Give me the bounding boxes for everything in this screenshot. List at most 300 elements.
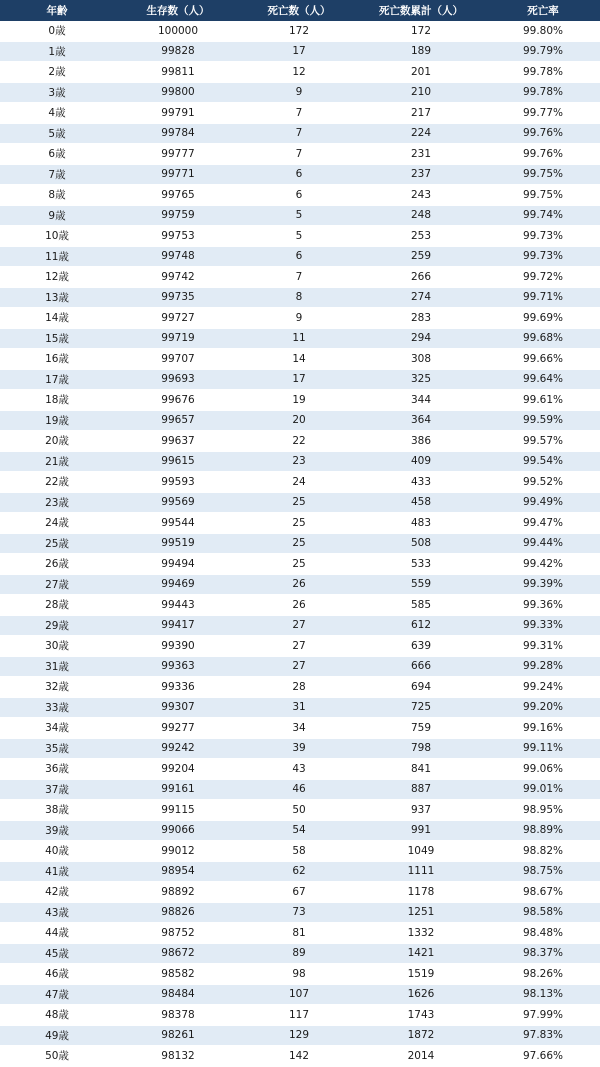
age-cell: 28歳 [0, 595, 114, 616]
survivors-cell: 99544 [114, 513, 242, 534]
cumulative-deaths-cell: 559 [356, 574, 486, 595]
age-cell: 1歳 [0, 41, 114, 62]
survivors-cell: 99777 [114, 144, 242, 165]
table-row [0, 123, 600, 144]
table-row [0, 533, 600, 554]
age-cell: 37歳 [0, 779, 114, 800]
age-cell: 49歳 [0, 1025, 114, 1046]
age-cell: 45歳 [0, 943, 114, 964]
rate-cell: 99.73% [486, 246, 600, 267]
cumulative-deaths-cell: 1872 [356, 1025, 486, 1046]
age-cell: 32歳 [0, 677, 114, 698]
survivors-cell: 99693 [114, 369, 242, 390]
cumulative-deaths-cell: 253 [356, 226, 486, 247]
table-row [0, 103, 600, 124]
table-row [0, 472, 600, 493]
table-row [0, 144, 600, 165]
age-cell: 18歳 [0, 390, 114, 411]
deaths-cell: 19 [242, 390, 356, 411]
cumulative-deaths-cell: 294 [356, 328, 486, 349]
rate-cell: 98.67% [486, 882, 600, 903]
deaths-cell: 6 [242, 164, 356, 185]
table-row [0, 677, 600, 698]
table-row [0, 226, 600, 247]
survivors-cell: 99771 [114, 164, 242, 185]
cumulative-deaths-cell: 694 [356, 677, 486, 698]
age-cell: 48歳 [0, 1005, 114, 1026]
table-row [0, 21, 600, 41]
header-row [0, 0, 600, 21]
age-cell: 8歳 [0, 185, 114, 206]
deaths-cell: 25 [242, 513, 356, 534]
rate-cell: 99.75% [486, 164, 600, 185]
cumulative-deaths-cell: 841 [356, 759, 486, 780]
table-row [0, 841, 600, 862]
deaths-cell: 39 [242, 738, 356, 759]
deaths-cell: 129 [242, 1025, 356, 1046]
deaths-cell: 12 [242, 62, 356, 83]
rate-cell: 99.64% [486, 369, 600, 390]
survivors-cell: 99748 [114, 246, 242, 267]
deaths-cell: 17 [242, 369, 356, 390]
cumulative-deaths-cell: 344 [356, 390, 486, 411]
age-cell: 11歳 [0, 246, 114, 267]
age-cell: 10歳 [0, 226, 114, 247]
table-row [0, 943, 600, 964]
deaths-cell: 22 [242, 431, 356, 452]
rate-cell: 97.83% [486, 1025, 600, 1046]
age-cell: 34歳 [0, 718, 114, 739]
survivors-cell: 98582 [114, 964, 242, 985]
rate-cell: 99.42% [486, 554, 600, 575]
age-cell: 24歳 [0, 513, 114, 534]
age-cell: 44歳 [0, 923, 114, 944]
rate-cell: 98.48% [486, 923, 600, 944]
cumulative-deaths-cell: 386 [356, 431, 486, 452]
rate-cell: 99.59% [486, 410, 600, 431]
survivors-cell: 99800 [114, 82, 242, 103]
deaths-cell: 25 [242, 533, 356, 554]
deaths-cell: 7 [242, 267, 356, 288]
deaths-cell: 14 [242, 349, 356, 370]
age-cell: 0歳 [0, 21, 114, 41]
rate-cell: 99.52% [486, 472, 600, 493]
deaths-cell: 98 [242, 964, 356, 985]
cumulative-deaths-cell: 1332 [356, 923, 486, 944]
deaths-cell: 7 [242, 103, 356, 124]
cumulative-deaths-cell: 259 [356, 246, 486, 267]
cumulative-deaths-cell: 237 [356, 164, 486, 185]
age-cell: 47歳 [0, 984, 114, 1005]
table-row [0, 1025, 600, 1046]
table-row [0, 615, 600, 636]
cumulative-deaths-cell: 533 [356, 554, 486, 575]
table-row [0, 882, 600, 903]
rate-cell: 99.11% [486, 738, 600, 759]
deaths-cell: 172 [242, 21, 356, 41]
survivors-cell: 99066 [114, 820, 242, 841]
age-cell: 36歳 [0, 759, 114, 780]
deaths-cell: 107 [242, 984, 356, 1005]
table-row [0, 923, 600, 944]
deaths-cell: 23 [242, 451, 356, 472]
table-row [0, 431, 600, 452]
header-age: 年齢 [0, 0, 114, 21]
deaths-cell: 9 [242, 308, 356, 329]
survivors-cell: 99791 [114, 103, 242, 124]
age-cell: 31歳 [0, 656, 114, 677]
table-row [0, 779, 600, 800]
deaths-cell: 58 [242, 841, 356, 862]
survivors-cell: 99012 [114, 841, 242, 862]
deaths-cell: 24 [242, 472, 356, 493]
rate-cell: 99.06% [486, 759, 600, 780]
deaths-cell: 46 [242, 779, 356, 800]
age-cell: 19歳 [0, 410, 114, 431]
survivors-cell: 98672 [114, 943, 242, 964]
cumulative-deaths-cell: 1049 [356, 841, 486, 862]
table-row [0, 62, 600, 83]
cumulative-deaths-cell: 210 [356, 82, 486, 103]
table-row [0, 656, 600, 677]
cumulative-deaths-cell: 483 [356, 513, 486, 534]
survivors-cell: 99519 [114, 533, 242, 554]
cumulative-deaths-cell: 308 [356, 349, 486, 370]
survivors-cell: 99494 [114, 554, 242, 575]
deaths-cell: 73 [242, 902, 356, 923]
survivors-cell: 99742 [114, 267, 242, 288]
header-cumulative-deaths: 死亡数累計（人） [356, 0, 486, 21]
cumulative-deaths-cell: 2014 [356, 1046, 486, 1067]
table-row [0, 513, 600, 534]
cumulative-deaths-cell: 798 [356, 738, 486, 759]
rate-cell: 98.26% [486, 964, 600, 985]
cumulative-deaths-cell: 364 [356, 410, 486, 431]
survivors-cell: 99390 [114, 636, 242, 657]
age-cell: 38歳 [0, 800, 114, 821]
table-row [0, 964, 600, 985]
rate-cell: 99.80% [486, 21, 600, 41]
survivors-cell: 99727 [114, 308, 242, 329]
rate-cell: 99.75% [486, 185, 600, 206]
rate-cell: 99.72% [486, 267, 600, 288]
cumulative-deaths-cell: 585 [356, 595, 486, 616]
cumulative-deaths-cell: 201 [356, 62, 486, 83]
deaths-cell: 67 [242, 882, 356, 903]
rate-cell: 99.71% [486, 287, 600, 308]
rate-cell: 98.37% [486, 943, 600, 964]
survivors-cell: 99759 [114, 205, 242, 226]
survivors-cell: 100000 [114, 21, 242, 41]
table-row [0, 1005, 600, 1026]
cumulative-deaths-cell: 231 [356, 144, 486, 165]
age-cell: 41歳 [0, 861, 114, 882]
rate-cell: 99.54% [486, 451, 600, 472]
age-cell: 25歳 [0, 533, 114, 554]
rate-cell: 99.47% [486, 513, 600, 534]
deaths-cell: 7 [242, 123, 356, 144]
deaths-cell: 27 [242, 656, 356, 677]
age-cell: 20歳 [0, 431, 114, 452]
survivors-cell: 99569 [114, 492, 242, 513]
cumulative-deaths-cell: 172 [356, 21, 486, 41]
rate-cell: 99.76% [486, 144, 600, 165]
cumulative-deaths-cell: 1421 [356, 943, 486, 964]
age-cell: 4歳 [0, 103, 114, 124]
cumulative-deaths-cell: 759 [356, 718, 486, 739]
rate-cell: 99.49% [486, 492, 600, 513]
table-row [0, 984, 600, 1005]
age-cell: 5歳 [0, 123, 114, 144]
table-row [0, 246, 600, 267]
survivors-cell: 98752 [114, 923, 242, 944]
age-cell: 40歳 [0, 841, 114, 862]
survivors-cell: 99115 [114, 800, 242, 821]
table-row [0, 636, 600, 657]
cumulative-deaths-cell: 639 [356, 636, 486, 657]
cumulative-deaths-cell: 433 [356, 472, 486, 493]
cumulative-deaths-cell: 1111 [356, 861, 486, 882]
age-cell: 35歳 [0, 738, 114, 759]
rate-cell: 99.20% [486, 697, 600, 718]
deaths-cell: 9 [242, 82, 356, 103]
cumulative-deaths-cell: 224 [356, 123, 486, 144]
survivors-cell: 99615 [114, 451, 242, 472]
deaths-cell: 62 [242, 861, 356, 882]
rate-cell: 98.95% [486, 800, 600, 821]
table-row [0, 554, 600, 575]
age-cell: 42歳 [0, 882, 114, 903]
deaths-cell: 5 [242, 226, 356, 247]
rate-cell: 99.66% [486, 349, 600, 370]
cumulative-deaths-cell: 1178 [356, 882, 486, 903]
survivors-cell: 99242 [114, 738, 242, 759]
age-cell: 3歳 [0, 82, 114, 103]
deaths-cell: 28 [242, 677, 356, 698]
deaths-cell: 89 [242, 943, 356, 964]
survivors-cell: 99637 [114, 431, 242, 452]
age-cell: 7歳 [0, 164, 114, 185]
deaths-cell: 27 [242, 636, 356, 657]
cumulative-deaths-cell: 666 [356, 656, 486, 677]
table-row [0, 738, 600, 759]
survivors-cell: 99707 [114, 349, 242, 370]
age-cell: 15歳 [0, 328, 114, 349]
age-cell: 22歳 [0, 472, 114, 493]
survivors-cell: 99719 [114, 328, 242, 349]
cumulative-deaths-cell: 217 [356, 103, 486, 124]
table-row [0, 328, 600, 349]
survivors-cell: 99417 [114, 615, 242, 636]
table-row [0, 185, 600, 206]
cumulative-deaths-cell: 1519 [356, 964, 486, 985]
rate-cell: 99.44% [486, 533, 600, 554]
survivors-cell: 99828 [114, 41, 242, 62]
survivors-cell: 99204 [114, 759, 242, 780]
deaths-cell: 25 [242, 492, 356, 513]
cumulative-deaths-cell: 1626 [356, 984, 486, 1005]
rate-cell: 99.39% [486, 574, 600, 595]
age-cell: 14歳 [0, 308, 114, 329]
survivors-cell: 98261 [114, 1025, 242, 1046]
rate-cell: 99.61% [486, 390, 600, 411]
rate-cell: 99.24% [486, 677, 600, 698]
rate-cell: 98.13% [486, 984, 600, 1005]
rate-cell: 99.78% [486, 82, 600, 103]
table-row [0, 349, 600, 370]
survivors-cell: 99161 [114, 779, 242, 800]
deaths-cell: 81 [242, 923, 356, 944]
deaths-cell: 7 [242, 144, 356, 165]
survivors-cell: 99811 [114, 62, 242, 83]
deaths-cell: 117 [242, 1005, 356, 1026]
table-row [0, 759, 600, 780]
table-row [0, 1046, 600, 1067]
cumulative-deaths-cell: 887 [356, 779, 486, 800]
table-header [0, 0, 600, 21]
deaths-cell: 5 [242, 205, 356, 226]
survivors-cell: 99784 [114, 123, 242, 144]
cumulative-deaths-cell: 274 [356, 287, 486, 308]
age-cell: 23歳 [0, 492, 114, 513]
table-row [0, 205, 600, 226]
age-cell: 12歳 [0, 267, 114, 288]
rate-cell: 98.89% [486, 820, 600, 841]
rate-cell: 99.73% [486, 226, 600, 247]
survivors-cell: 98378 [114, 1005, 242, 1026]
age-cell: 26歳 [0, 554, 114, 575]
cumulative-deaths-cell: 243 [356, 185, 486, 206]
age-cell: 2歳 [0, 62, 114, 83]
cumulative-deaths-cell: 283 [356, 308, 486, 329]
table-row [0, 595, 600, 616]
survivors-cell: 99753 [114, 226, 242, 247]
cumulative-deaths-cell: 937 [356, 800, 486, 821]
survivors-cell: 98826 [114, 902, 242, 923]
age-cell: 13歳 [0, 287, 114, 308]
cumulative-deaths-cell: 508 [356, 533, 486, 554]
rate-cell: 99.79% [486, 41, 600, 62]
table-row [0, 164, 600, 185]
deaths-cell: 6 [242, 246, 356, 267]
header-survivors: 生存数（人） [114, 0, 242, 21]
table-row [0, 41, 600, 62]
cumulative-deaths-cell: 1743 [356, 1005, 486, 1026]
cumulative-deaths-cell: 248 [356, 205, 486, 226]
cumulative-deaths-cell: 612 [356, 615, 486, 636]
survivors-cell: 99735 [114, 287, 242, 308]
cumulative-deaths-cell: 1251 [356, 902, 486, 923]
deaths-cell: 17 [242, 41, 356, 62]
rate-cell: 97.66% [486, 1046, 600, 1067]
rate-cell: 99.74% [486, 205, 600, 226]
cumulative-deaths-cell: 458 [356, 492, 486, 513]
table-row [0, 369, 600, 390]
age-cell: 9歳 [0, 205, 114, 226]
table-row [0, 820, 600, 841]
table-row [0, 861, 600, 882]
survivors-cell: 99307 [114, 697, 242, 718]
cumulative-deaths-cell: 325 [356, 369, 486, 390]
rate-cell: 99.77% [486, 103, 600, 124]
table-row [0, 451, 600, 472]
rate-cell: 99.57% [486, 431, 600, 452]
survivors-cell: 98954 [114, 861, 242, 882]
deaths-cell: 54 [242, 820, 356, 841]
survivors-cell: 99469 [114, 574, 242, 595]
cumulative-deaths-cell: 266 [356, 267, 486, 288]
deaths-cell: 8 [242, 287, 356, 308]
survivors-cell: 99363 [114, 656, 242, 677]
table-row [0, 800, 600, 821]
age-cell: 29歳 [0, 615, 114, 636]
header-deaths: 死亡数（人） [242, 0, 356, 21]
deaths-cell: 11 [242, 328, 356, 349]
rate-cell: 98.75% [486, 861, 600, 882]
rate-cell: 99.31% [486, 636, 600, 657]
survivors-cell: 99593 [114, 472, 242, 493]
age-cell: 50歳 [0, 1046, 114, 1067]
deaths-cell: 43 [242, 759, 356, 780]
deaths-cell: 26 [242, 595, 356, 616]
cumulative-deaths-cell: 991 [356, 820, 486, 841]
table-row [0, 267, 600, 288]
table-body [0, 21, 600, 1066]
survivors-cell: 99277 [114, 718, 242, 739]
rate-cell: 99.01% [486, 779, 600, 800]
rate-cell: 99.68% [486, 328, 600, 349]
rate-cell: 99.16% [486, 718, 600, 739]
survivors-cell: 98132 [114, 1046, 242, 1067]
table-row [0, 492, 600, 513]
deaths-cell: 142 [242, 1046, 356, 1067]
age-cell: 17歳 [0, 369, 114, 390]
deaths-cell: 27 [242, 615, 356, 636]
survivors-cell: 99657 [114, 410, 242, 431]
deaths-cell: 6 [242, 185, 356, 206]
cumulative-deaths-cell: 409 [356, 451, 486, 472]
deaths-cell: 26 [242, 574, 356, 595]
table-row [0, 410, 600, 431]
age-cell: 33歳 [0, 697, 114, 718]
rate-cell: 99.69% [486, 308, 600, 329]
age-cell: 30歳 [0, 636, 114, 657]
rate-cell: 98.58% [486, 902, 600, 923]
table-row [0, 287, 600, 308]
header-rate: 死亡率 [486, 0, 600, 21]
survivors-cell: 98892 [114, 882, 242, 903]
table-row [0, 308, 600, 329]
table-row [0, 390, 600, 411]
age-cell: 6歳 [0, 144, 114, 165]
deaths-cell: 31 [242, 697, 356, 718]
rate-cell: 99.76% [486, 123, 600, 144]
age-cell: 46歳 [0, 964, 114, 985]
age-cell: 16歳 [0, 349, 114, 370]
cumulative-deaths-cell: 725 [356, 697, 486, 718]
age-cell: 27歳 [0, 574, 114, 595]
survivors-cell: 99765 [114, 185, 242, 206]
rate-cell: 99.33% [486, 615, 600, 636]
table-row [0, 697, 600, 718]
survivors-cell: 98484 [114, 984, 242, 1005]
table-row [0, 82, 600, 103]
table-row [0, 902, 600, 923]
rate-cell: 97.99% [486, 1005, 600, 1026]
survivors-cell: 99336 [114, 677, 242, 698]
age-cell: 21歳 [0, 451, 114, 472]
table-row [0, 718, 600, 739]
